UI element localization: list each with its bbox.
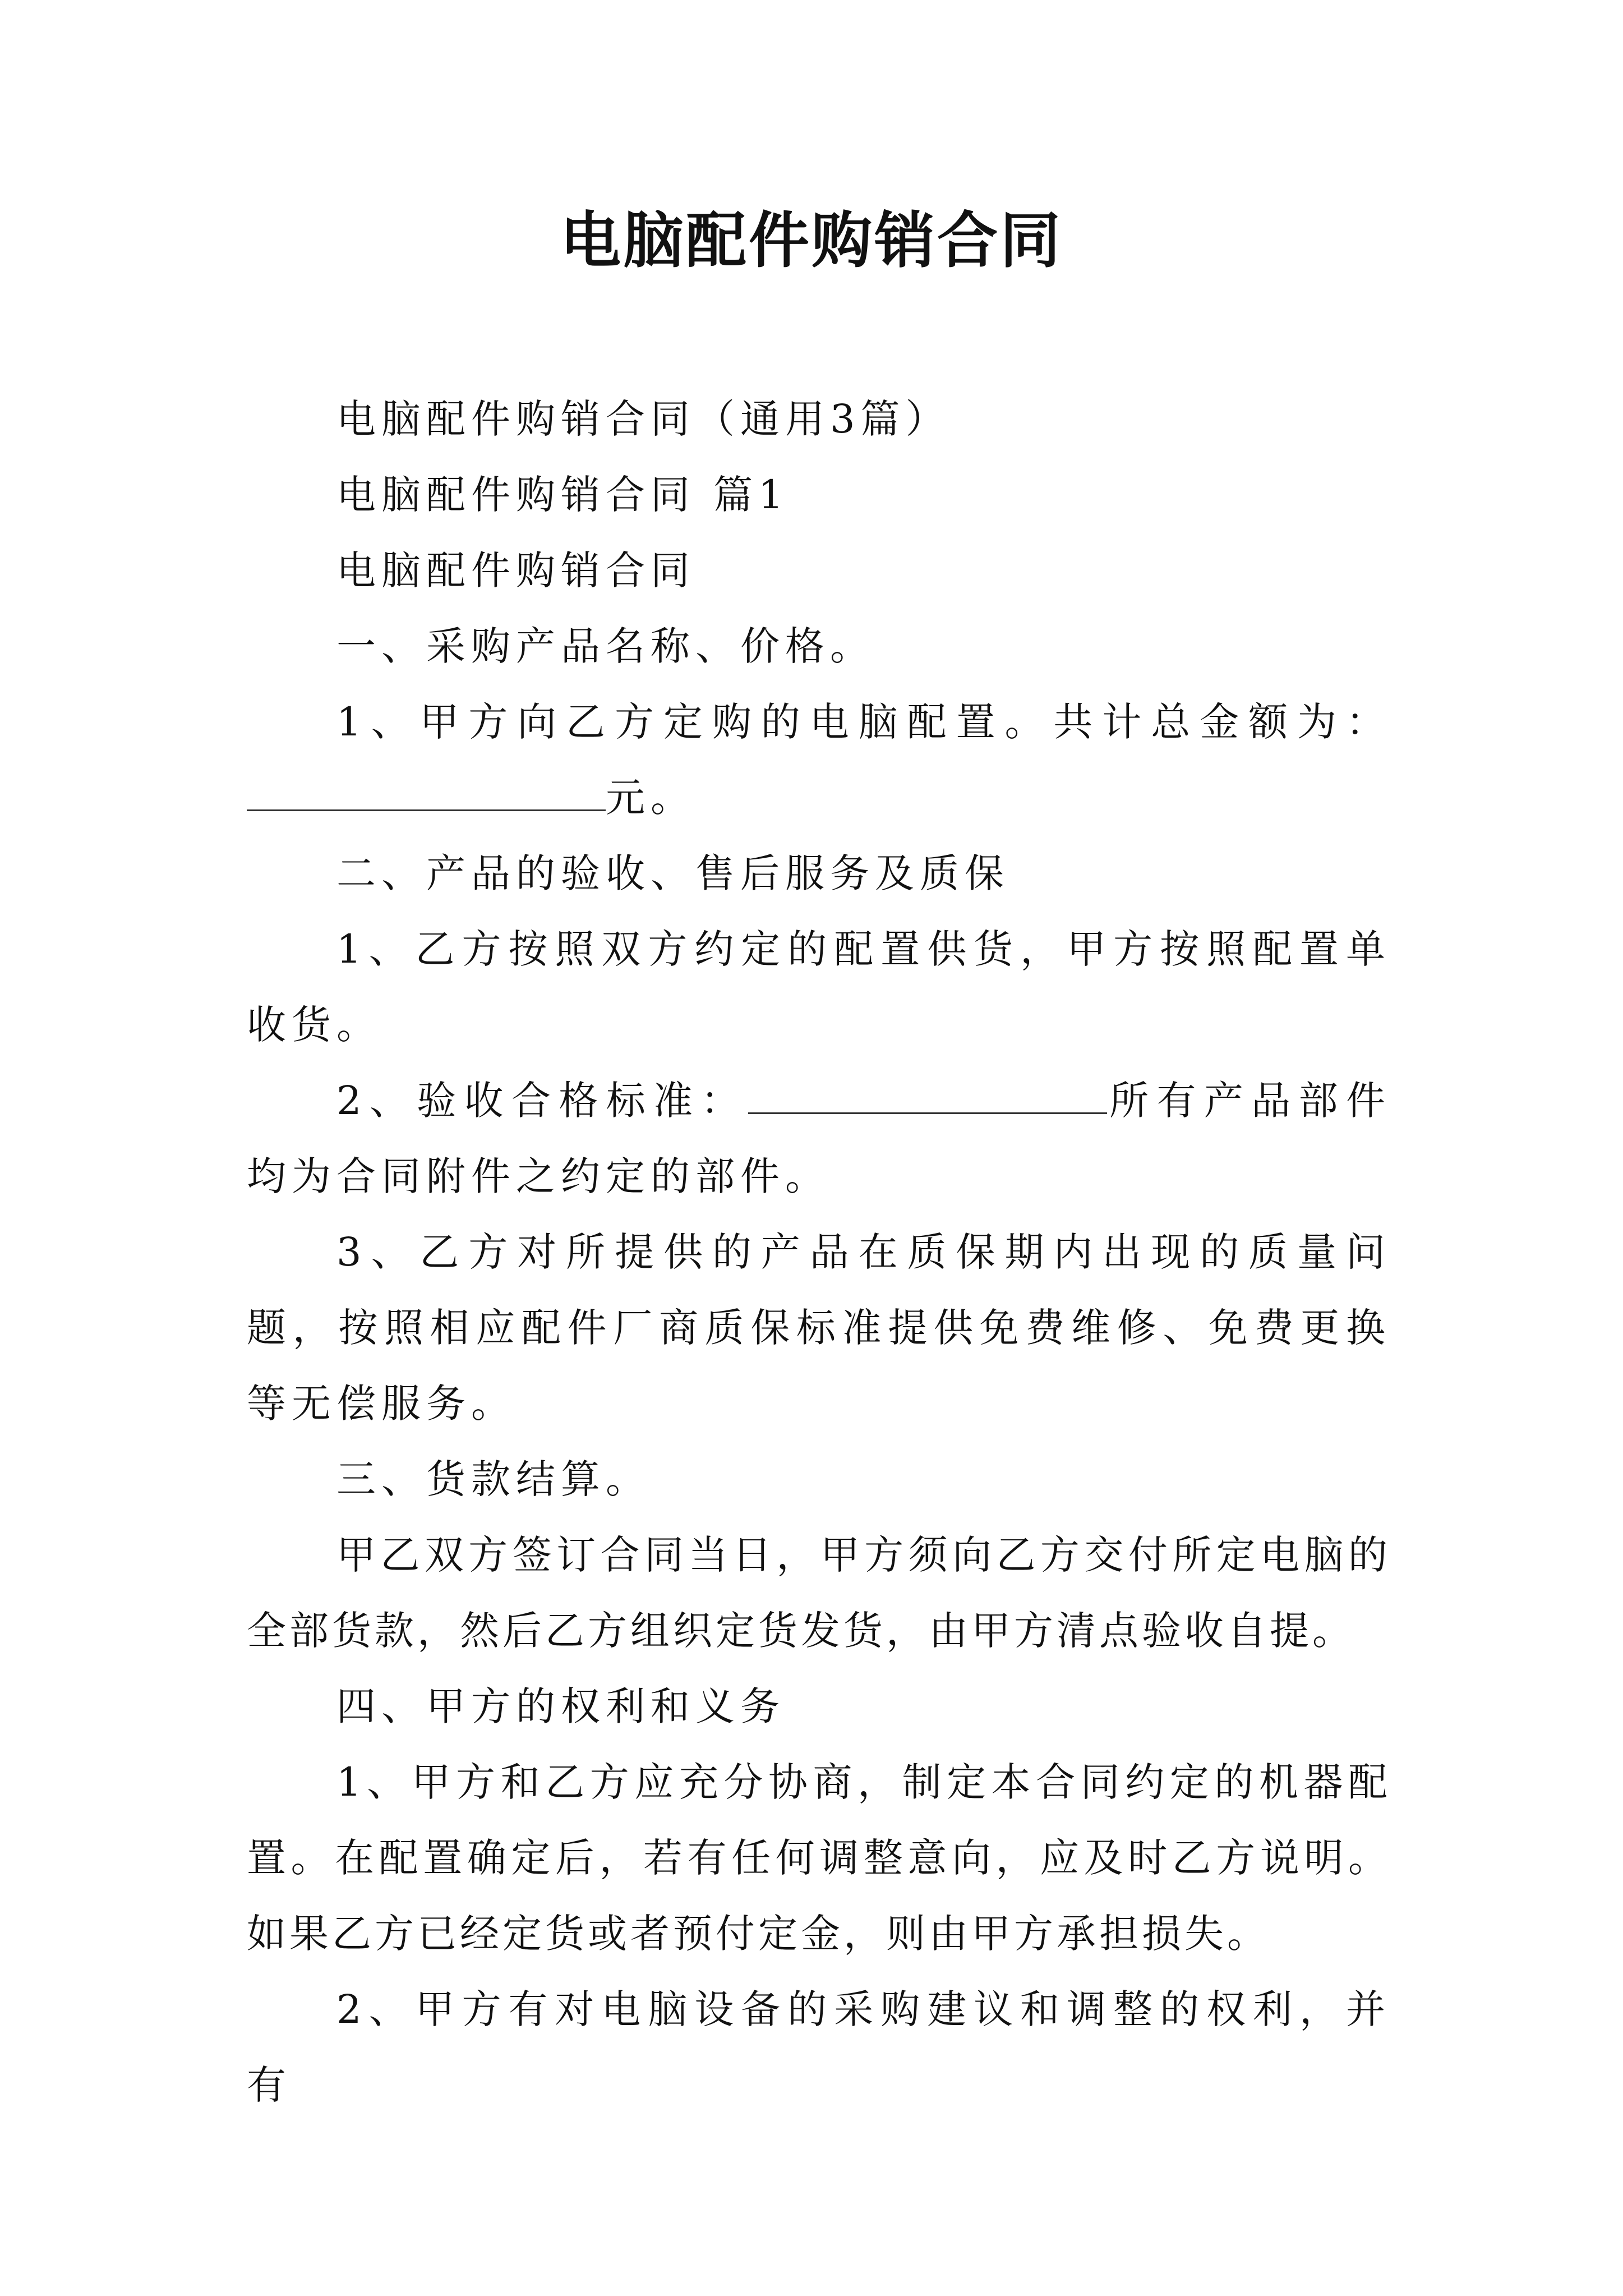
section-heading-3: 三、货款结算。 [336,1456,651,1502]
paragraph-subtitle: 电脑配件购销合同（通用3篇） [336,396,951,442]
section-heading-4: 四、甲方的权利和义务 [336,1683,785,1729]
paragraph-clause-4-1: 1、甲方和乙方应充分协商，制定本合同约定的机器配置。在配置确定后，若有任何调整意向，应及时乙方说明。如果乙方已经定货或者预付定金，则由甲方承担损失。 [247,1759,1391,1957]
paragraph-clause-4-2: 2、甲方有对电脑设备的采购建议和调整的权利，并有 [247,1986,1391,2108]
paragraph-clause-2-1: 1、乙方按照双方约定的配置供货，甲方按照配置单收货。 [247,926,1391,1048]
paragraph-clause-2-2 [247,1063,1391,1214]
paragraph-clause-2-3: 3、乙方对所提供的产品在质保期内出现的质量问题，按照相应配件厂商质保标准提供免费维修、免费更换等无偿服务。 [247,1229,1391,1427]
amount-blank-line [247,775,606,811]
document-title: 电脑配件购销合同 [560,206,1063,276]
acceptance-standard-label: 2、验收合格标准： [336,1078,748,1124]
document-body [247,381,1391,2123]
total-amount-unit: 元。 [606,775,695,821]
acceptance-standard-text: 所有产品部件均为合同附件之约定的部件。 [247,1078,1391,1199]
section-heading-2: 二、产品的验收、售后服务及质保 [336,850,1009,896]
paragraph-part-heading: 电脑配件购销合同 篇1 [336,472,789,518]
acceptance-blank-line [748,1078,1107,1114]
paragraph-payment: 甲乙双方签订合同当日，甲方须向乙方交付所定电脑的全部货款，然后乙方组织定货发货，由甲方清点验收自提。 [247,1532,1391,1654]
section-heading-1: 一、采购产品名称、价格。 [336,623,875,669]
total-amount-label: 1、甲方向乙方定购的电脑配置。共计总金额为： [336,699,1391,745]
paragraph-contract-name: 电脑配件购销合同 [336,547,695,593]
paragraph-total-amount [247,684,1391,836]
